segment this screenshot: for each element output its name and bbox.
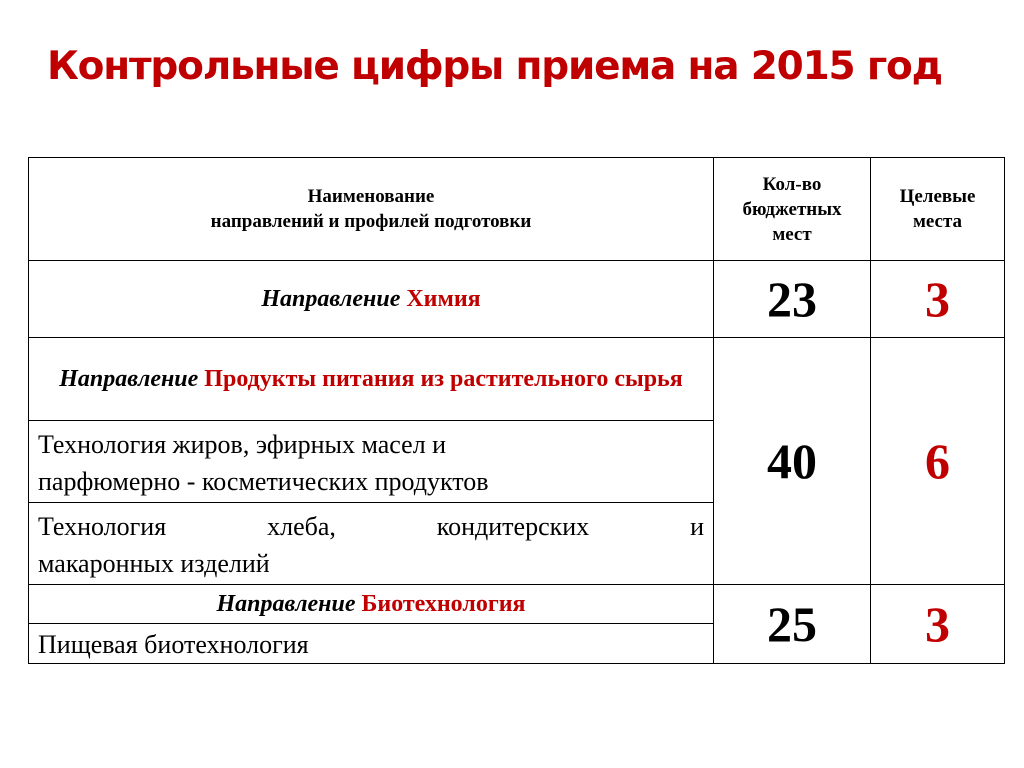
direction-cell-plant-food	[29, 338, 714, 421]
header-program-name-line1: Наименование	[307, 186, 435, 207]
profile-line2: парфюмерно - косметических продуктов	[38, 466, 489, 496]
table-row	[29, 585, 1005, 624]
direction-prefix: Направление	[216, 591, 356, 617]
direction-name: Химия	[406, 286, 481, 312]
header-budget-line3: мест	[772, 223, 812, 245]
header-target-line1: Целевые	[899, 186, 976, 207]
slide-title: Контрольные цифры приема на 2015 год	[47, 44, 942, 89]
header-target-places	[871, 158, 1005, 261]
direction-cell-chemistry	[29, 261, 714, 338]
direction-name: Продукты питания из растительного сырья	[204, 366, 683, 392]
budget-places-plant-food: 40	[714, 338, 871, 585]
direction-cell-biotech	[29, 585, 714, 624]
table-header-row	[29, 158, 1005, 261]
profile-cell-food-biotech	[29, 624, 714, 664]
header-program-name-line2: направлений и профилей подготовки	[210, 211, 532, 232]
target-places-biotech: 3	[871, 585, 1005, 664]
profile-line1: Пищевая биотехнология	[38, 630, 309, 659]
header-budget-line1: Кол-во	[762, 173, 822, 195]
profile-cell-fats-oils	[29, 421, 714, 503]
direction-name: Биотехнология	[361, 591, 526, 617]
budget-places-chemistry: 23	[714, 261, 871, 338]
table-row	[29, 338, 1005, 421]
header-budget-places	[714, 158, 871, 261]
profile-line2: макаронных изделий	[38, 548, 270, 578]
header-program-name	[29, 158, 714, 261]
direction-prefix: Направление	[59, 366, 199, 392]
table-row	[29, 261, 1005, 338]
header-target-line2: места	[912, 211, 963, 232]
budget-places-biotech: 25	[714, 585, 871, 664]
target-places-plant-food: 6	[871, 338, 1005, 585]
profile-cell-bread-pastry	[29, 503, 714, 585]
header-budget-line2: бюджетных	[742, 198, 842, 220]
target-places-chemistry: 3	[871, 261, 1005, 338]
profile-line1: Технология хлеба, кондитерских и	[38, 511, 704, 541]
admissions-table	[28, 157, 1005, 664]
profile-line1: Технология жиров, эфирных масел и	[38, 429, 447, 459]
direction-prefix: Направление	[261, 286, 401, 312]
